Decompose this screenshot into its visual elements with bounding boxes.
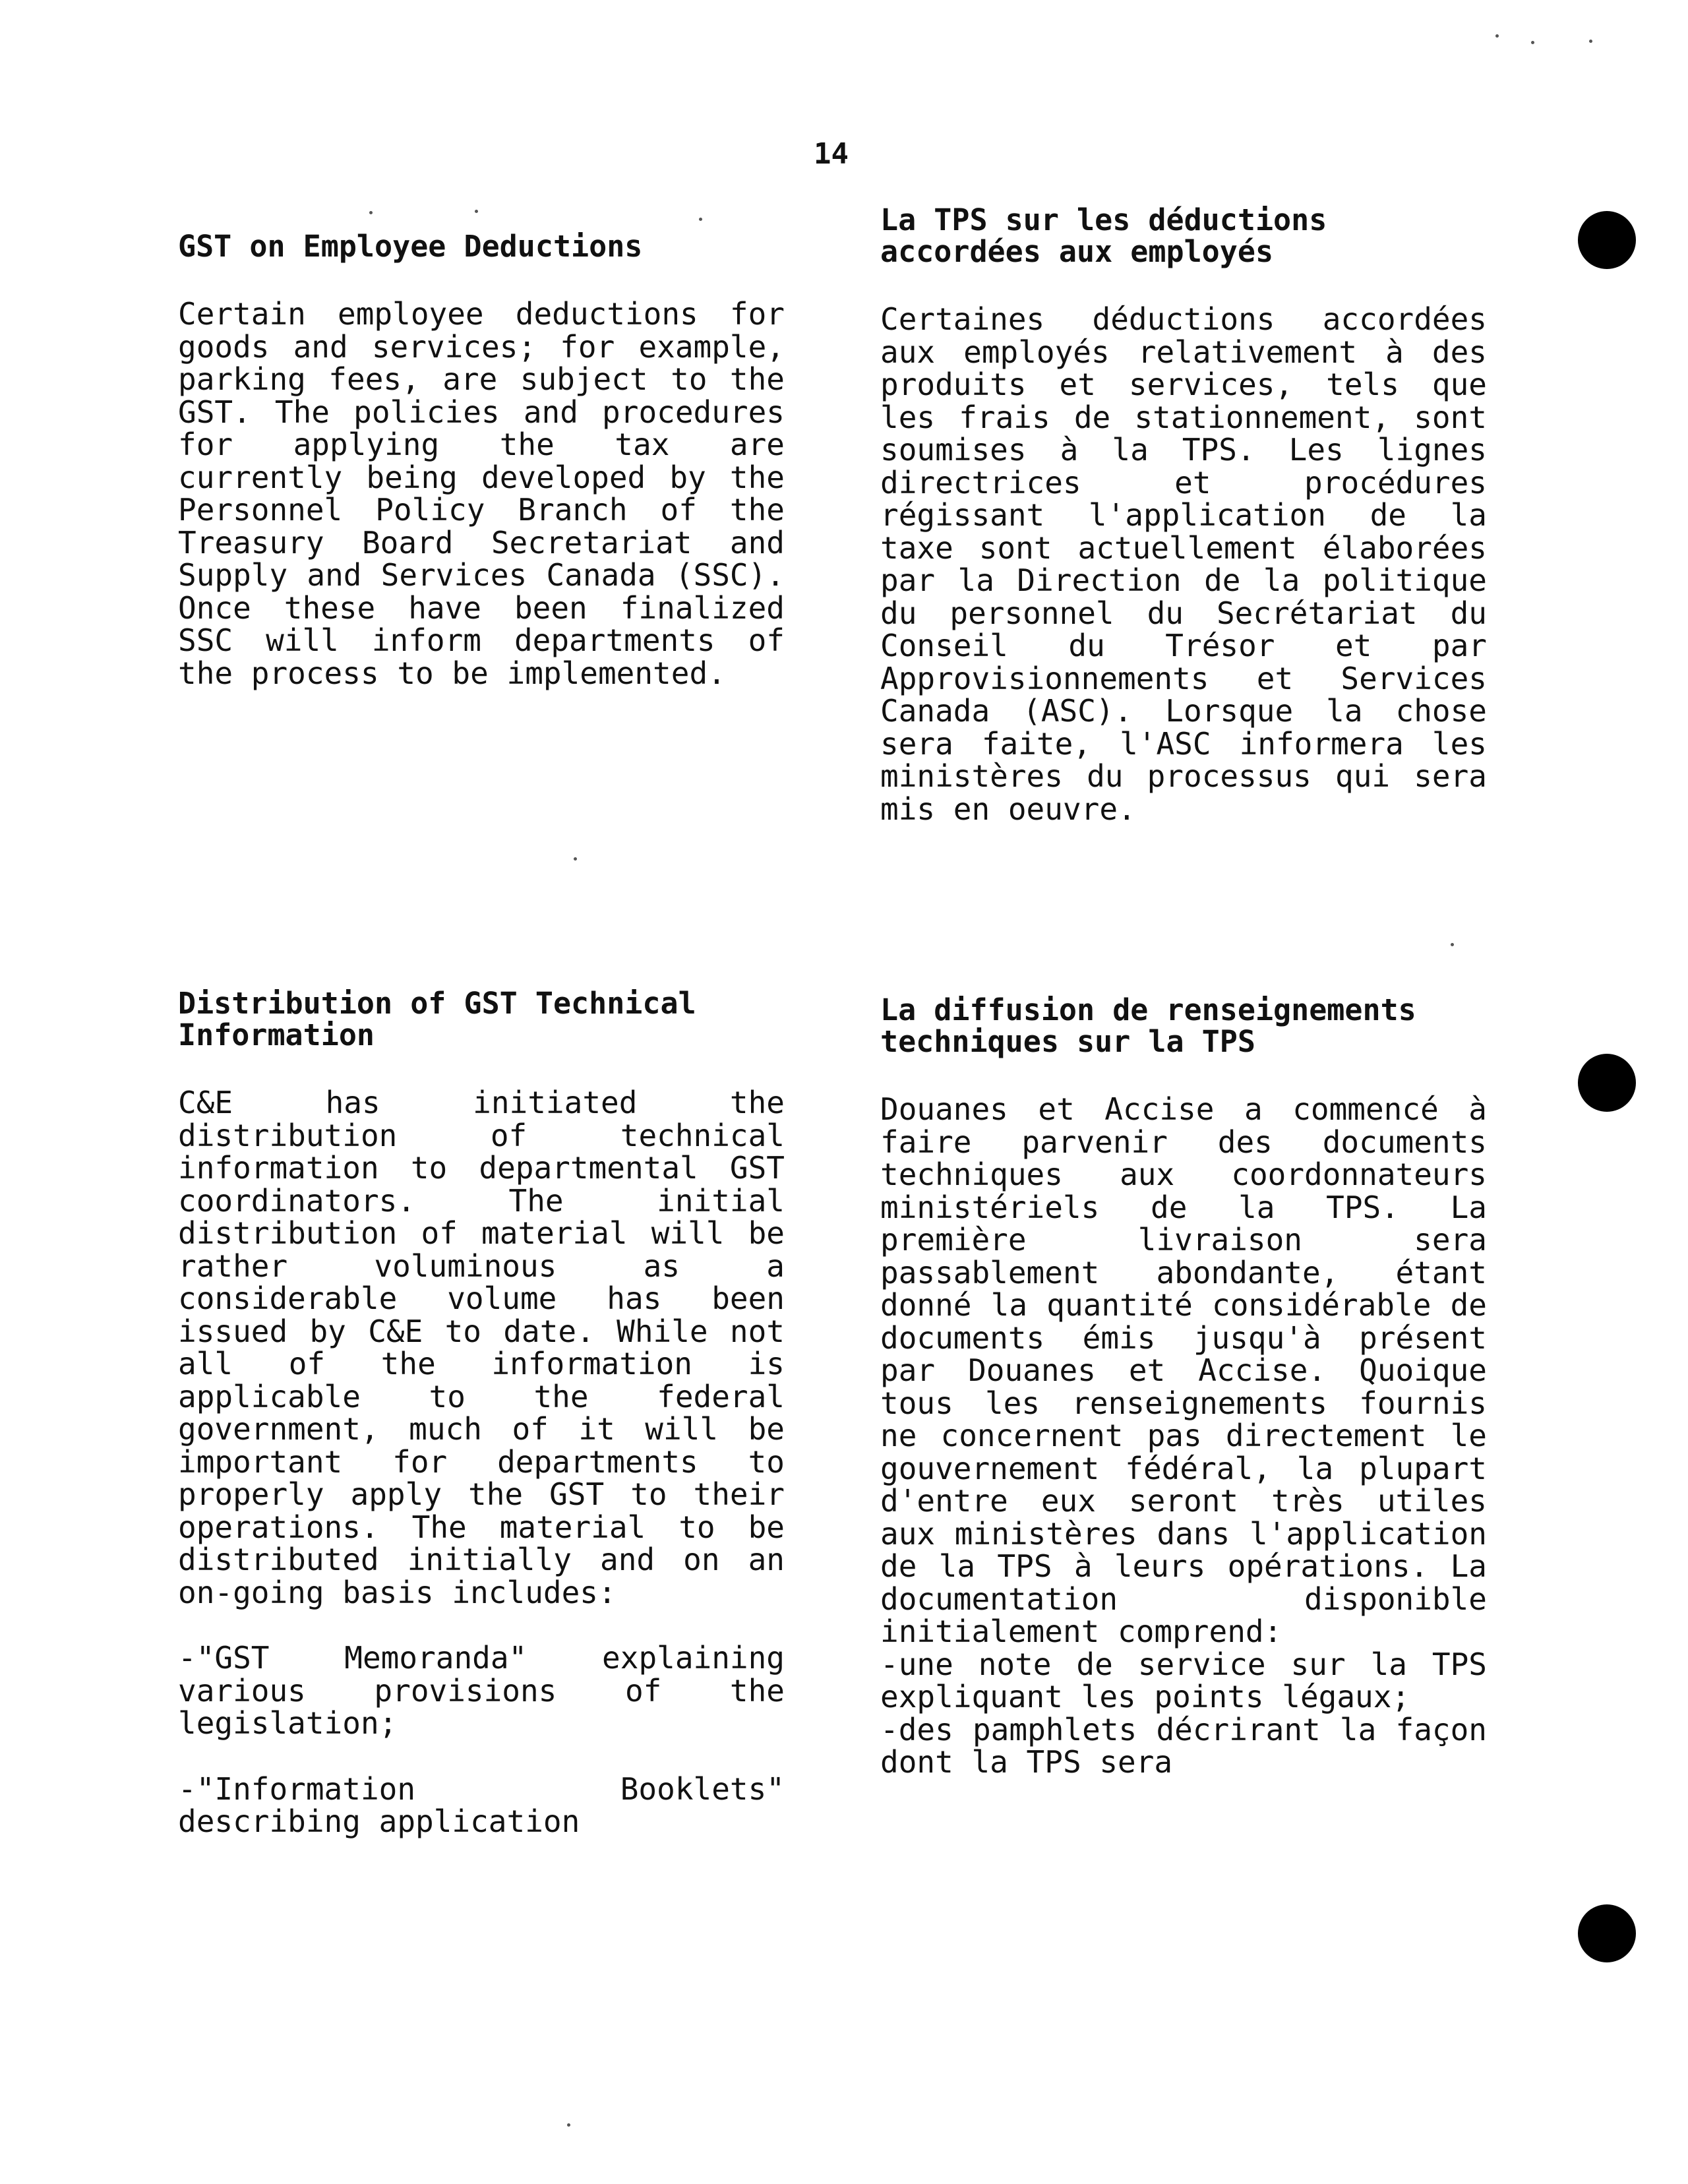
scan-speck — [699, 218, 702, 221]
section-heading: Distribution of GST Technical Information — [178, 986, 696, 1052]
bullet-item: -"GST Memoranda" explaining various provisions of the legislation; — [178, 1640, 785, 1741]
section-heading: GST on Employee Deductions — [178, 229, 643, 264]
punch-hole-icon — [1578, 1904, 1636, 1962]
section-heading: La TPS sur les déductions accordées aux employés — [880, 202, 1327, 269]
section-employee-deductions-en — [178, 231, 785, 690]
punch-hole-icon — [1578, 1054, 1636, 1112]
scan-speck — [475, 210, 478, 213]
section-paragraph: Certain employee deductions for goods and services; for example, parking fees, are subject to the GST. The policies and procedures for applying the tax are currently being developed by the Personnel Policy Branch of the Treasury Board Secretariat and Supply and Services Canada (SSC). Once these have been finalized SSC will inform departments of the process to be implemented. — [178, 296, 785, 691]
bullet-item: -"Information Booklets" describing application — [178, 1771, 785, 1839]
section-paragraph: Certaines déductions accordées aux employés relativement à des produits et services, tels que les frais de stationnement, sont soumises à la TPS. Les lignes directrices et procédures régissant l'application de la taxe sont actuellement élaborées par la Direction de la politique du personnel du Secrétariat du Conseil du Trésor et par Approvisionnements et Services Canada (ASC). Lorsque la chose sera faite, l'ASC informera les ministères du processus qui sera mis en oeuvre. — [880, 301, 1487, 827]
section-technical-information-en — [178, 988, 785, 1838]
scan-speck — [1451, 943, 1454, 946]
scan-speck — [567, 2123, 570, 2127]
bullet-item: -une note de service sur la TPS expliquant les points légaux; — [880, 1646, 1487, 1714]
section-paragraph: Douanes et Accise a commencé à faire parvenir des documents techniques aux coordonnateurs ministériels de la TPS. La première livraison sera passablement abondante, étant donné la quantité considérable de documents émis jusqu'à présent par Douanes et Accise. Quoique tous les renseignements fournis ne concernent pas directement le gouvernement fédéral, la plupart d'entre eux seront très utiles aux ministères dans l'application de la TPS à leurs opérations. La documentation disponible initialement comprend: — [880, 1091, 1487, 1649]
punch-hole-icon — [1578, 211, 1636, 269]
scan-speck — [574, 857, 577, 861]
section-heading: La diffusion de renseignements techniques sur la TPS — [880, 992, 1416, 1059]
scan-speck — [1531, 41, 1534, 44]
scan-speck — [1589, 40, 1592, 43]
section-paragraph: C&E has initiated the distribution of technical information to departmental GST coordinators. The initial distribution of material will be rather voluminous as a considerable volume has been issued by C&E to date. While not all of the information is applicable to the federal government, much of it will be important for departments to properly apply the GST to their operations. The material to be distributed initially and on an on-going basis includes: — [178, 1085, 785, 1610]
section-technical-information-fr — [880, 994, 1487, 1779]
scan-speck — [1495, 34, 1499, 38]
scan-speck — [369, 211, 373, 214]
section-employee-deductions-fr — [880, 204, 1487, 826]
bullet-item: -des pamphlets décrirant la façon dont la TPS sera — [880, 1711, 1487, 1780]
page-number: 14 — [814, 137, 849, 171]
